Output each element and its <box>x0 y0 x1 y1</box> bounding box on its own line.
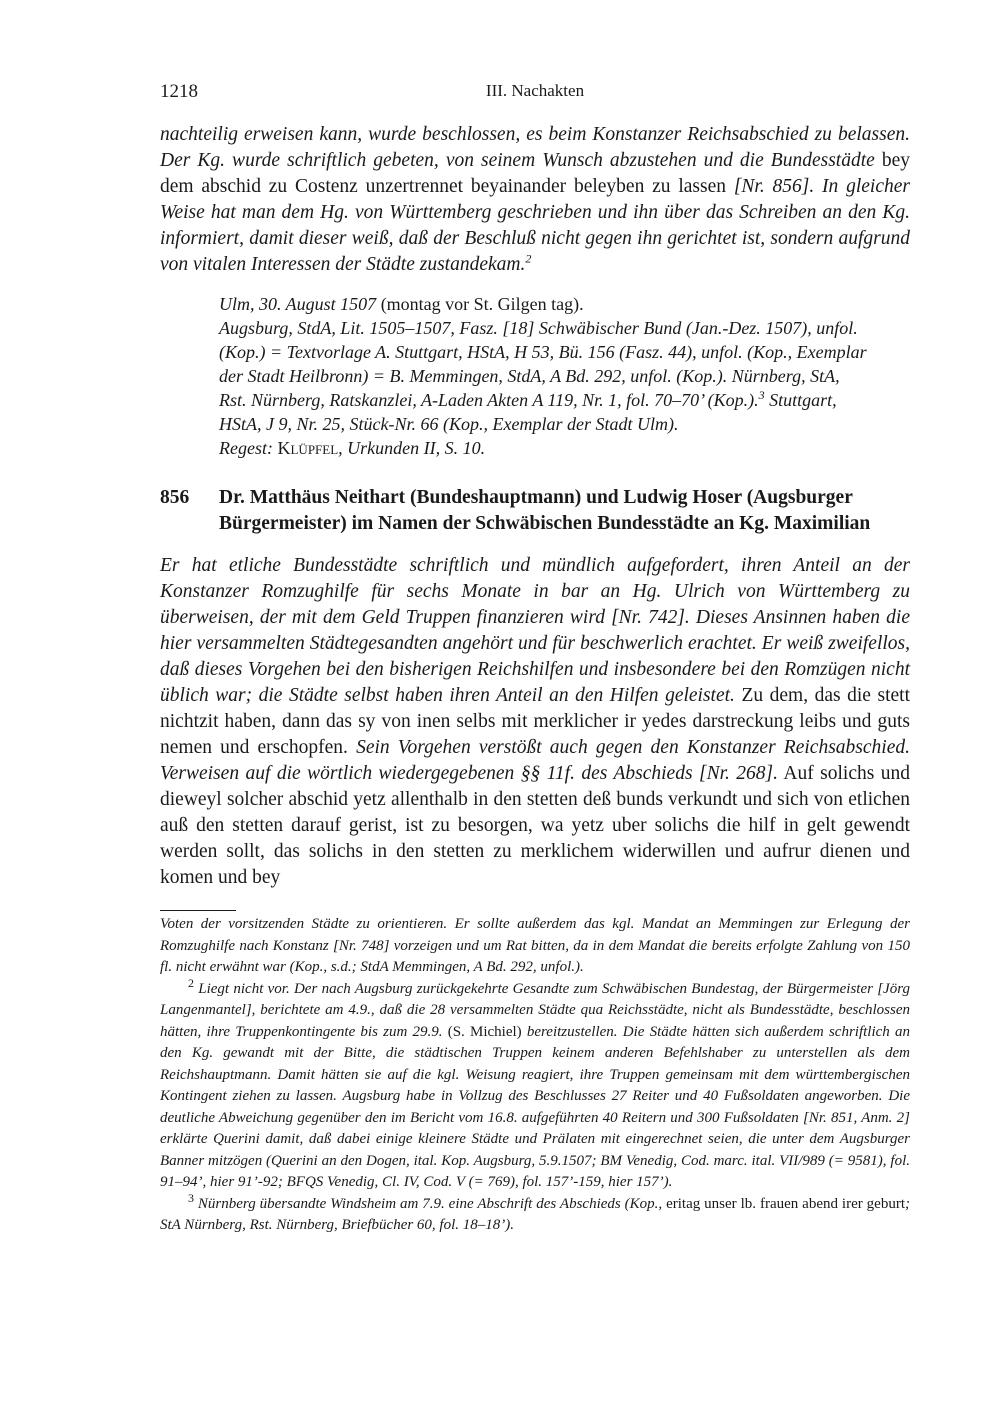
document-heading <box>160 485 910 537</box>
source-apparatus <box>219 292 910 460</box>
source-line: HStA, J 9, Nr. 25, Stück-Nr. 66 (Kop., Exemplar der Stadt Ulm). <box>219 414 679 434</box>
document-number: 856 <box>160 487 190 508</box>
footnote-continuation: Voten der vorsitzenden Städte zu orientieren. Er sollte außerdem das kgl. Mandat an Memmingen zur Erlegung der Romzughilfe nach Konstanz [Nr. 748] vorzeigen und um Rat bitten, da in dem Mandat die bereits erfolgte Zahlung von 150 fl. nicht erwähnt war (Kop., s.d.; StdA Memmingen, A Bd. 292, unfol.). <box>160 916 910 975</box>
footnote-divider <box>160 910 236 911</box>
quote-text-1: bey dem abschid zu Costenz unzertrennet beyainander beleyben zu lassen <box>160 150 911 197</box>
footnote-2: $^2$ Liegt nicht vor. Der nach Augsburg zurückgekehrte Gesandte zum Schwäbischen Bundestag, der Bürgermeister [Jörg Langenmantel], berichtete am 4.9., daß die 28 versammelten Städte qua Reichsstädte, nicht als Bundesstädte, beschlossen hätten, ihre Truppenkontingente bis zum 29.9. (S. Michiel) bereitzustellen. Die Städte hätten sich außerdem schriftlich an den Kg. gewandt mit der Bitte, die städtischen Truppen keinem anderen Befehlshaber zu unterstellen als dem Reichshauptmann. Damit hätten sie auf die kgl. Weisung reagiert, ihre Truppen gemeinsam mit dem württembergischen Kontingent ziehen zu lassen. Augsburg habe in Vollzug des Beschlusses 27 Reiter und 40 Fußsoldaten angeworben. Die deutliche Abweichung gegenüber den im Bericht vom 16.8. aufgeführten 40 Reitern und 300 Fußsoldaten [Nr. 851, Anm. 2] erklärte Querini damit, daß dabei einige kleinere Städte und Prälaten mit eingerechnet seien, die unter dem Augsburger Banner mitzögen (Querini an den Dogen, ital. Kop. Augsburg, 5.9.1507; BM Venedig, Cod. marc. ital. VII/989 (= 9581), fol. 91–94’, hier 91’-92; BFQS Venedig, Cl. IV, Cod. V (= 769), fol. 157’-159, hier 157’). <box>160 975 910 1190</box>
footnotes <box>160 914 910 1237</box>
footnote-3: $^3$ Nürnberg übersandte Windsheim am 7.9. eine Abschrift des Abschieds (Kop., eritag unser lb. frauen abend irer geburt; StA Nürnberg, Rst. Nürnberg, Briefbücher 60, fol. 18–18’). <box>160 1190 910 1233</box>
source-line-tail: Stuttgart, <box>764 390 837 410</box>
regest-line: Regest: Klüpfel, Urkunden II, S. 10. <box>219 438 486 458</box>
document-body <box>160 553 910 891</box>
quote-text-2: Zu dem, das die stett nichtzit haben, dann das sy von inen selbs mit merklicher ir yedes darstreckung leibs und guts nemen und erschopfen. <box>160 685 910 758</box>
source-line: der Stadt Heilbronn) = B. Memmingen, StdA, A Bd. 292, unfol. (Kop.). Nürnberg, StA, <box>219 366 840 386</box>
document-title: Dr. Matthäus Neithart (Bundeshauptmann) und Ludwig Hoser (Augsburger Bürgermeister) im Namen der Schwäbischen Bundesstädte an Kg. Maximilian <box>219 487 871 534</box>
summary-text-3: Er hat etliche Bundesstädte schriftlich und mündlich aufgefordert, ihren Anteil an der Konstanzer Romzughilfe für sechs Monate in bar an Hg. Ulrich von Württemberg zu überweisen, der mit dem Geld Truppen finanzieren wird [Nr. 742]. Dieses Ansinnen haben die hier versammelten Städtegesandten angehört und für beschwerlich erachtet. Er weiß zweifellos, daß dieses Vorgehen bei den bisherigen Reichshilfen und insbesondere bei den Romzügen nicht üblich war; die Städte selbst haben ihren Anteil an den Hilfen geleistet. <box>160 555 910 706</box>
intro-summary <box>160 122 910 278</box>
source-line: Rst. Nürnberg, Ratskanzlei, A-Laden Akten A 119, Nr. 1, fol. 70–70’ (Kop.). <box>219 390 759 410</box>
date-line: Ulm, 30. August 1507 <box>219 294 377 314</box>
page-number: 1218 <box>160 81 198 102</box>
page-header <box>160 81 910 107</box>
regest-author: Klüpfel <box>277 438 339 458</box>
source-line: (Kop.) = Textvorlage A. Stuttgart, HStA, H 53, Bü. 156 (Fasz. 44), unfol. (Kop., Exemplar <box>219 342 867 362</box>
running-title: III. Nachakten <box>485 81 585 100</box>
date-original: (montag vor St. Gilgen tag). <box>376 294 584 314</box>
source-line: Augsburg, StdA, Lit. 1505–1507, Fasz. [18] Schwäbischer Bund (Jan.-Dez. 1507), unfol. <box>219 318 858 338</box>
quote-text-3: Auf solichs und dieweyl solcher abschid yetz allenthalb in den stetten deß bunds verkundt und sich von etlichen auß den stetten darauf gerist, ist zu besorgen, wa yetz uber solichs die hilf in gelt gewendt werden sollt, das solichs in den stetten zu merklichem widerwillen und aufrur dienen und komen und bey <box>160 763 910 888</box>
summary-text-4: Sein Vorgehen verstößt auch gegen den Konstanzer Reichsabschied. Verweisen auf die wörtlich wiedergegebenen §§ 11f. des Abschieds [Nr. 268]. <box>160 737 910 784</box>
summary-text-2: [Nr. 856]. In gleicher Weise hat man dem Hg. von Württemberg geschrieben und ihn über das Schreiben an den Kg. informiert, damit dieser weiß, daß der Beschluß nicht gegen ihn gerichtet ist, sondern aufgrund von vitalen Interessen der Städte zustandekam. <box>160 176 910 275</box>
footnote-ref-2[interactable]: 2 <box>525 251 532 266</box>
footnote-ref-3[interactable]: 3 <box>758 388 765 402</box>
summary-text-1: nachteilig erweisen kann, wurde beschlossen, es beim Konstanzer Reichsabschied zu belassen. Der Kg. wurde schriftlich gebeten, von seinem Wunsch abzustehen und die Bundesstädte <box>160 124 910 171</box>
